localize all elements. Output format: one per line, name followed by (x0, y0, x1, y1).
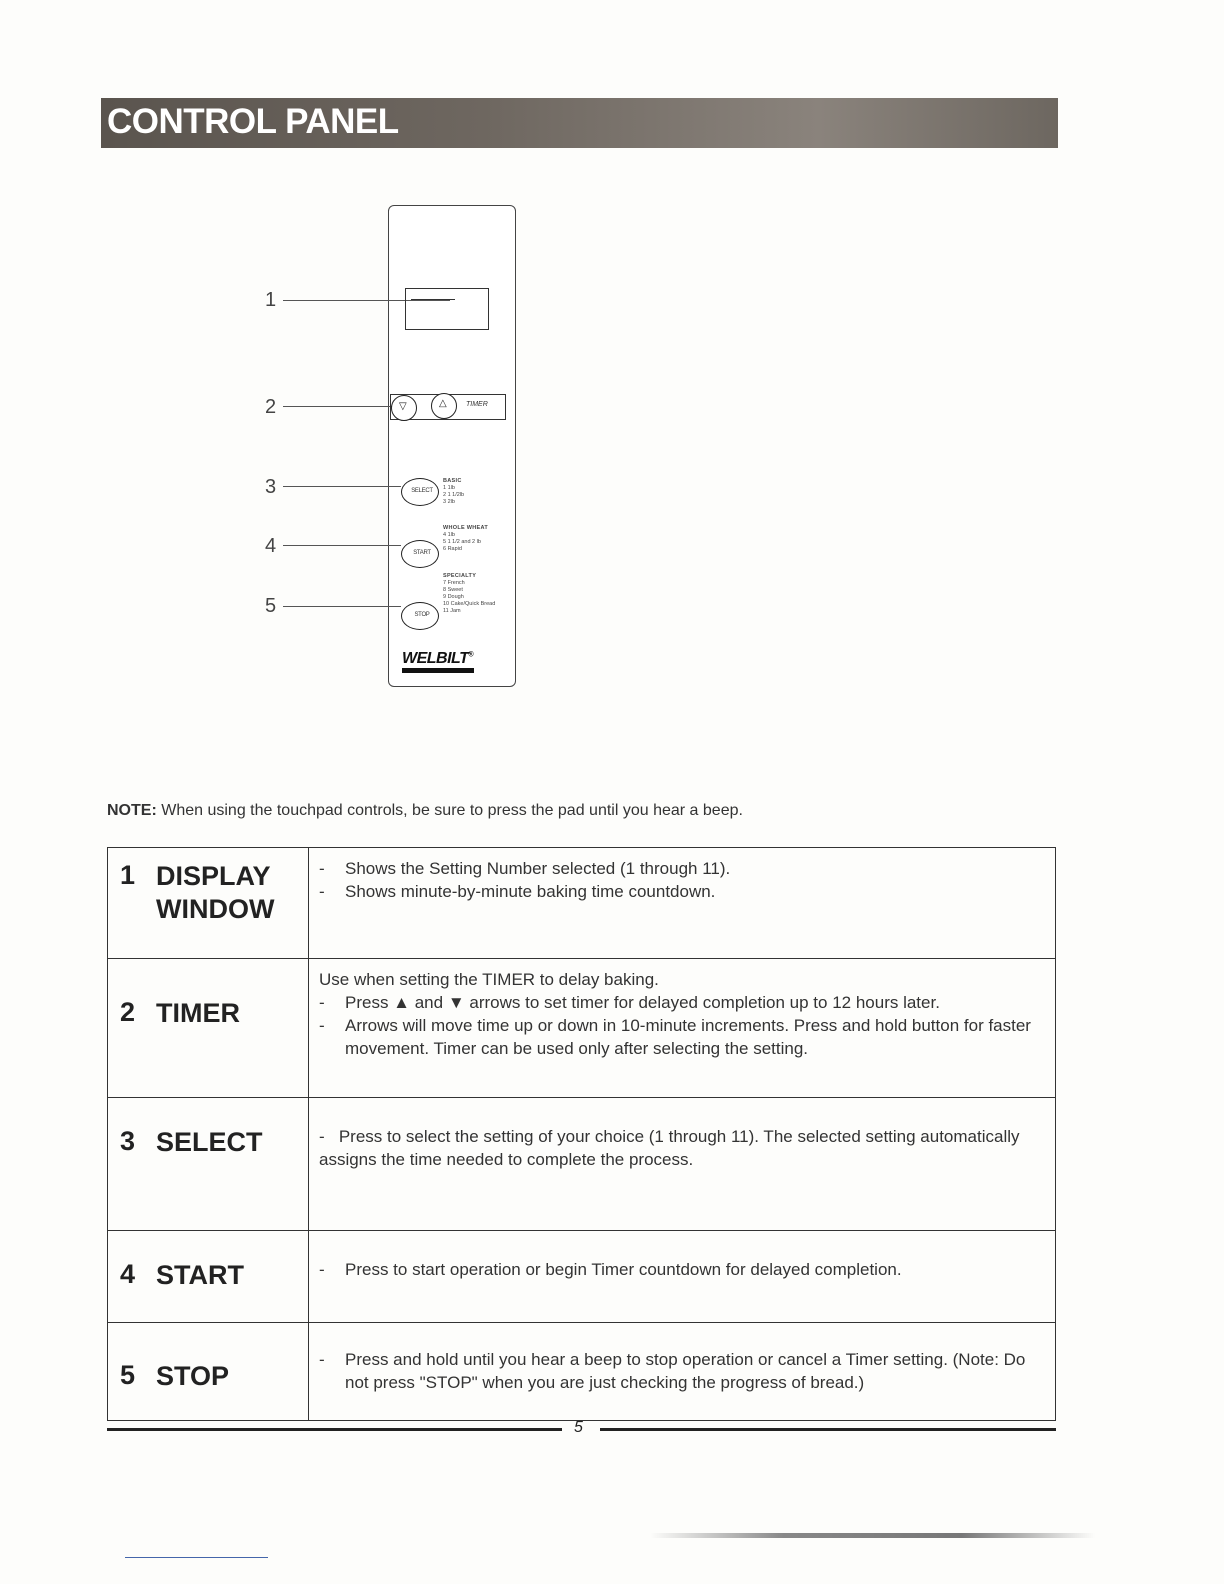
bullet-item: - Shows minute-by-minute baking time countdown. (319, 882, 716, 901)
row-name (108, 1231, 309, 1323)
row-label: DISPLAY WINDOW (156, 861, 275, 924)
row-text: - Press to select the setting of your choice (1 through 11). The selected setting automatically assigns the time needed to complete the process. (319, 1127, 1025, 1169)
start-label: START (413, 550, 431, 556)
start-button[interactable] (401, 540, 439, 568)
callout-2: 2 (265, 396, 277, 418)
row-description (309, 1098, 1056, 1231)
row-name (108, 959, 309, 1098)
program-item: 9 Dough (443, 594, 464, 600)
row-number: 5 (120, 1360, 136, 1390)
row-name (108, 1098, 309, 1231)
stop-label: STOP (414, 612, 430, 618)
timer-down-button[interactable] (391, 395, 417, 421)
program-item: 8 Sweet (443, 587, 463, 593)
bullet-text: Press and hold until you hear a beep to stop operation or cancel a Timer setting. (Note: Do not press "STOP" when you are just checking the progress of bread.) (345, 1350, 1026, 1392)
control-panel-diagram (250, 195, 540, 695)
program-item: 7 French (443, 580, 465, 586)
row-number: 2 (120, 997, 136, 1027)
row-label: SELECT (156, 1127, 263, 1157)
bullet-item: - Press and hold until you hear a beep to stop operation or cancel a Timer setting. (Note: Do not press "STOP" when you are just checking the progress of bread.) (319, 1350, 1026, 1392)
program-item: 3 2lb (443, 499, 455, 505)
program-group-basic (443, 478, 464, 506)
callout-1: 1 (265, 289, 277, 311)
row-number: 3 (120, 1126, 136, 1156)
row-label: STOP (156, 1361, 230, 1391)
note-text: When using the touchpad controls, be sure to press the pad until you hear a beep. (156, 802, 743, 819)
table-row (108, 959, 1056, 1098)
callout-4: 4 (265, 535, 277, 557)
select-button[interactable] (401, 478, 439, 506)
row-description (309, 1323, 1056, 1421)
program-item: 10 Cake/Quick Bread (443, 601, 496, 607)
category-whole-wheat: WHOLE WHEAT (443, 525, 489, 531)
page-title: CONTROL PANEL (107, 102, 399, 141)
row-description (309, 1231, 1056, 1323)
display-segment (411, 299, 455, 300)
note-label: NOTE: (107, 802, 157, 819)
callout-line-5 (283, 606, 401, 607)
program-item: 2 1 1/2lb (443, 492, 465, 498)
callout-line-4 (283, 545, 401, 546)
bullet-item: - Press ▲ and ▼ arrows to set timer for delayed completion up to 12 hours later. (319, 993, 940, 1012)
bullet-text: Press to start operation or begin Timer countdown for delayed completion. (345, 1260, 902, 1279)
timer-up-button[interactable] (431, 393, 457, 419)
up-arrow-icon: △ (439, 398, 447, 409)
table-row (108, 848, 1056, 959)
callout-line-3 (283, 486, 401, 487)
bullet-item: - Press to start operation or begin Timer countdown for delayed completion. (319, 1260, 902, 1279)
down-arrow-icon: ▽ (399, 401, 407, 412)
footer-rule-right (600, 1428, 1056, 1431)
stop-button[interactable] (401, 602, 439, 630)
program-item: 4 1lb (443, 532, 455, 538)
callout-5: 5 (265, 595, 277, 617)
bullet-item: - Arrows will move time up or down in 10-minute increments. Press and hold button for faster movement. Timer can be used only after selecting the setting. (319, 1016, 1031, 1058)
brand-name: WELBILT (402, 650, 469, 667)
category-specialty: SPECIALTY (443, 573, 477, 579)
program-item: 11 Jam (443, 608, 461, 614)
bullet-text: Shows the Setting Number selected (1 through 11). (345, 859, 731, 878)
scan-mark (125, 1557, 268, 1558)
table-row (108, 1098, 1056, 1231)
brand-underline (402, 668, 474, 673)
page-number: 5 (574, 1419, 583, 1436)
row-intro: Use when setting the TIMER to delay baking. (319, 970, 659, 989)
controls-table (107, 847, 1056, 1421)
row-number: 4 (120, 1259, 136, 1289)
select-label: SELECT (411, 488, 433, 494)
bullet-text: Shows minute-by-minute baking time countdown. (345, 882, 716, 901)
table-row (108, 1323, 1056, 1421)
callout-3: 3 (265, 476, 277, 498)
callout-line-2 (283, 406, 401, 407)
program-group-specialty (443, 573, 495, 615)
row-description (309, 959, 1056, 1098)
header-bar (101, 98, 1058, 148)
table-row (108, 1231, 1056, 1323)
program-group-whole-wheat (443, 525, 488, 553)
row-label: START (156, 1260, 244, 1290)
bullet-item: - Shows the Setting Number selected (1 through 11). (319, 859, 731, 878)
scan-smear (650, 1533, 1095, 1538)
row-description (309, 848, 1056, 959)
row-name (108, 1323, 309, 1421)
registered-mark: ® (468, 651, 474, 659)
row-name (108, 848, 309, 959)
bullet-text: Press ▲ and ▼ arrows to set timer for delayed completion up to 12 hours later. (345, 993, 940, 1012)
row-number: 1 (120, 860, 136, 890)
program-item: 5 1 1/2 and 2 lb (443, 539, 481, 545)
row-label: TIMER (156, 998, 240, 1028)
program-item: 6 Rapid (443, 546, 462, 552)
program-item: 1 1lb (443, 485, 455, 491)
footer-rule-left (107, 1428, 562, 1431)
display-window (405, 288, 489, 330)
brand-logo (402, 650, 473, 668)
category-basic: BASIC (443, 478, 462, 484)
bullet-text: Arrows will move time up or down in 10-minute increments. Press and hold button for faster movement. Timer can be used only after selecting the setting. (345, 1016, 1031, 1058)
note (107, 802, 743, 820)
timer-label: TIMER (466, 401, 488, 408)
